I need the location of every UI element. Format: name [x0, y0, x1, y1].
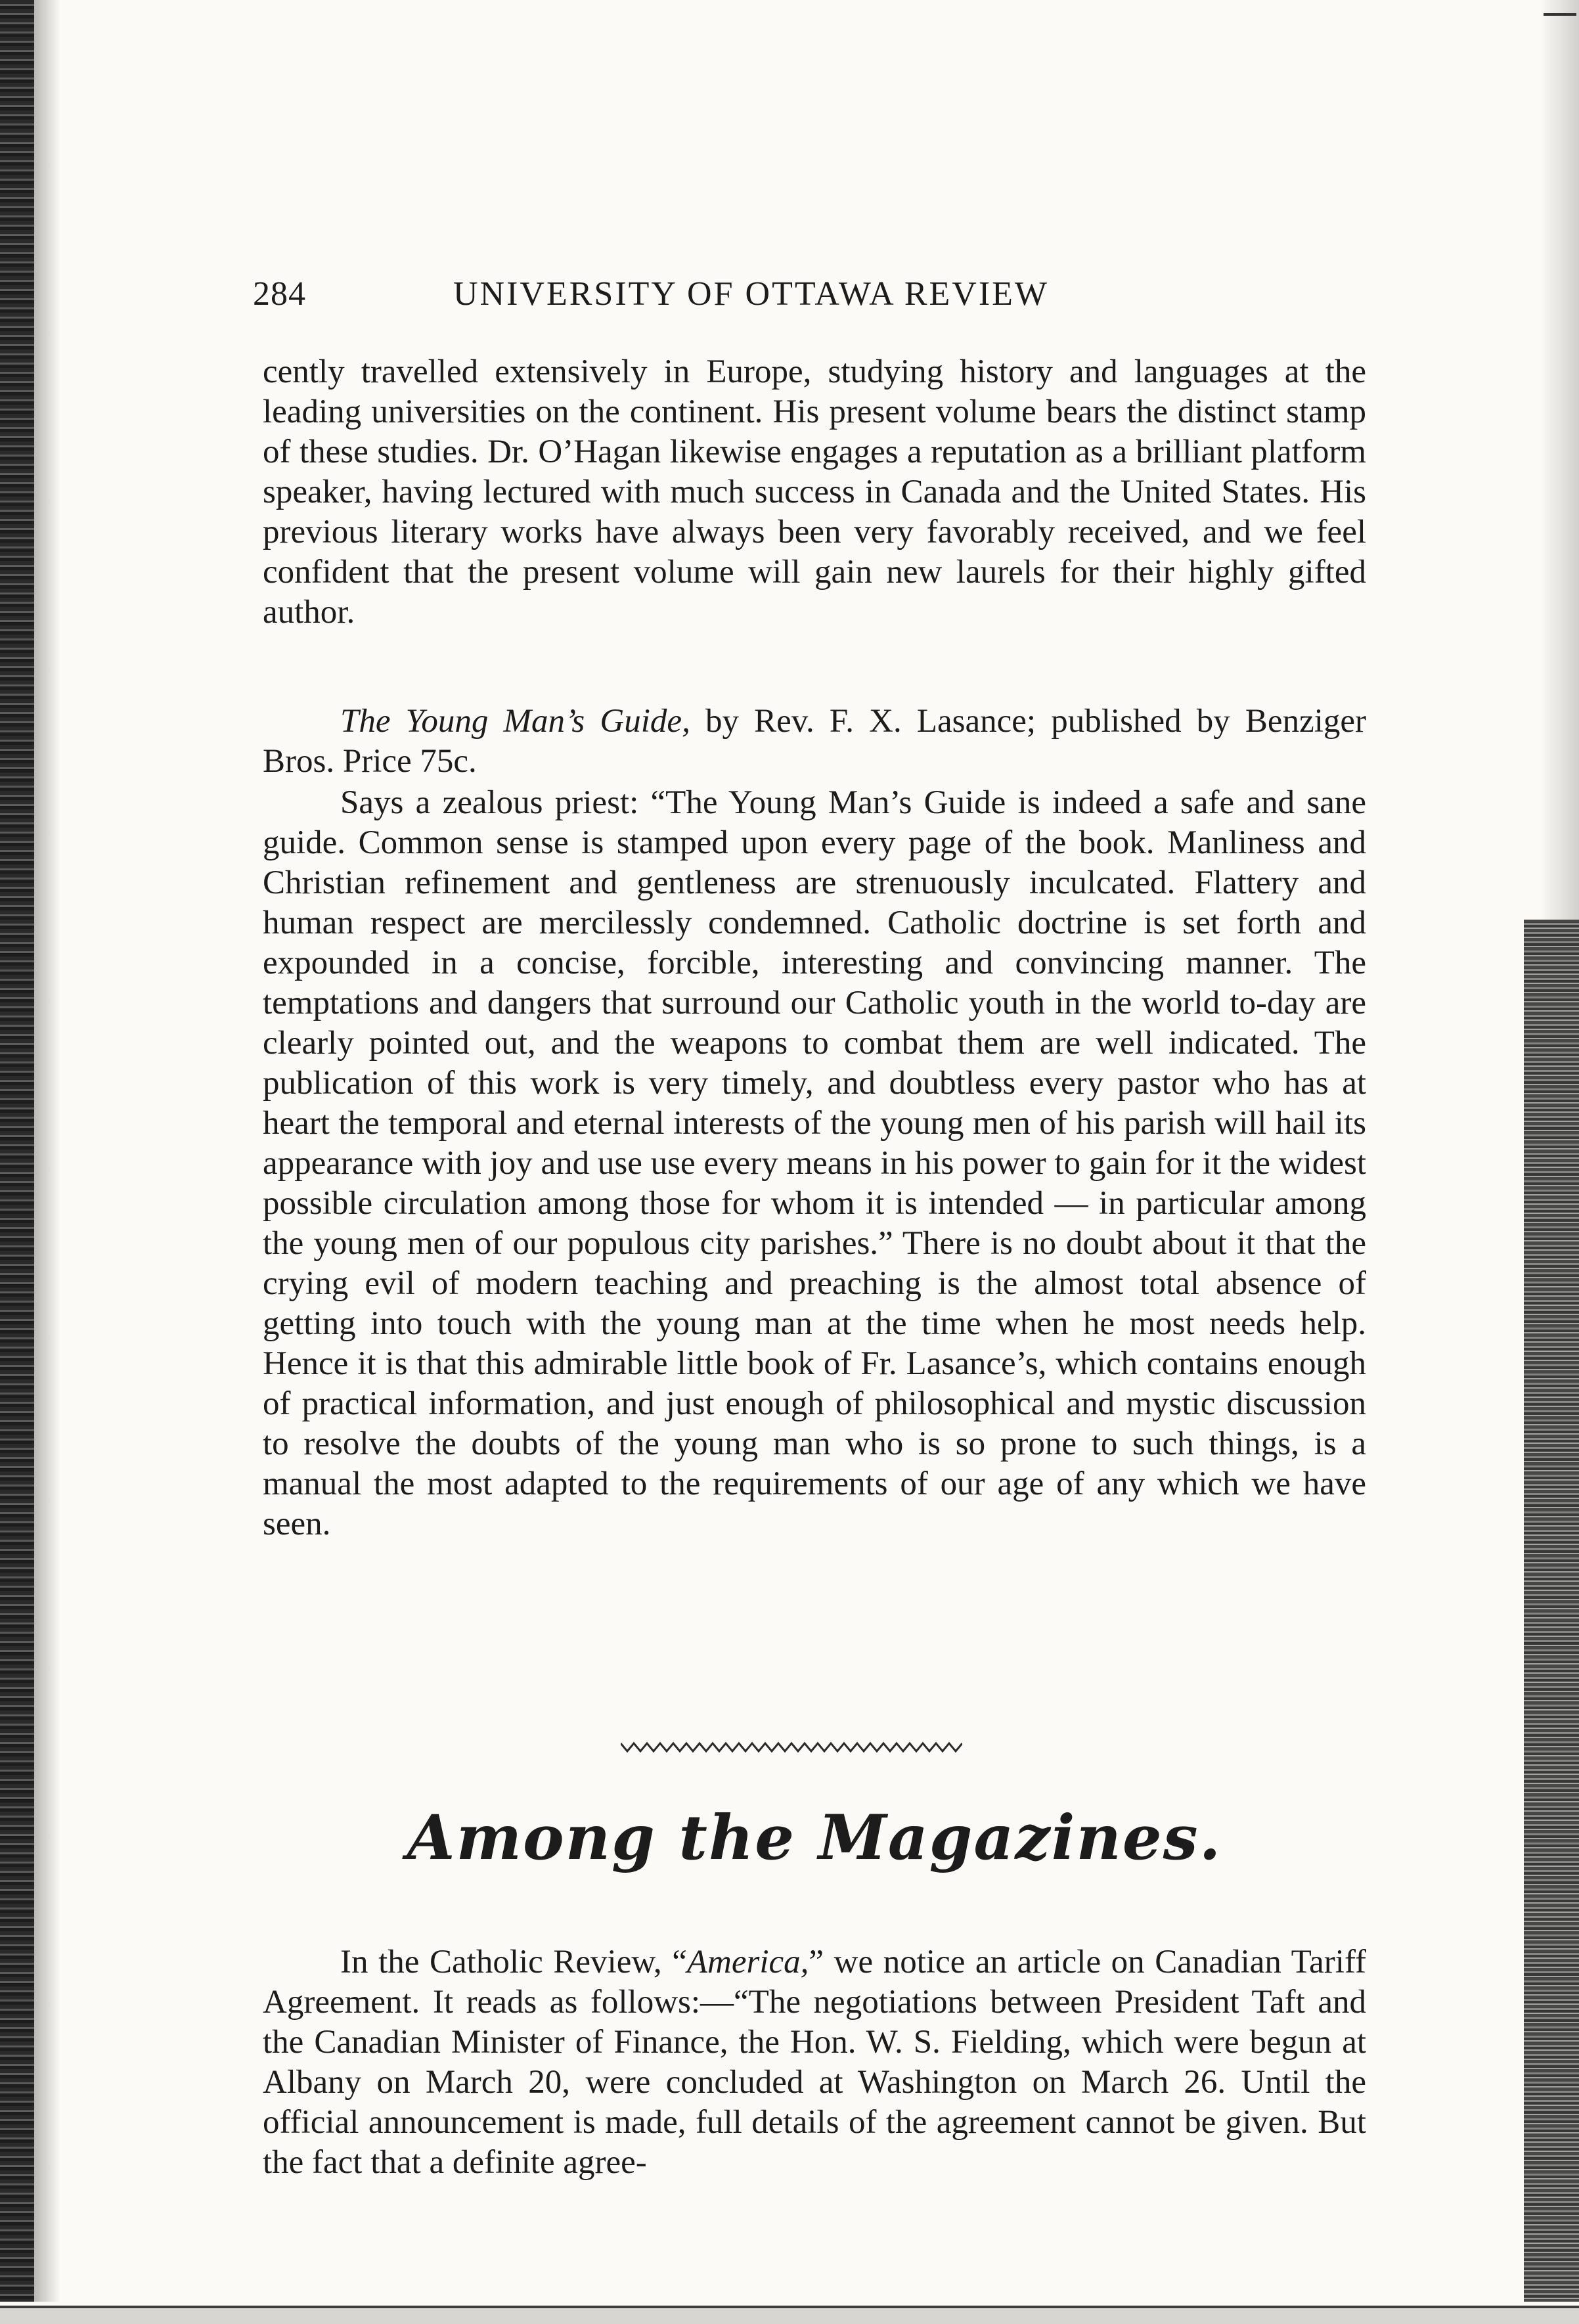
section-heading: Among the Magazines.: [407, 1802, 1222, 1874]
gutter-shadow: [34, 0, 60, 2324]
paragraph-continued: cently travelled extensively in Europe, studying history and languages at the leading universities on the continent. His present volume bears the distinct stamp of these studies. Dr. O’Hagan likewise engages a reputation as a brilliant platform speaker, having lectured with much success in Canada and the United States. His previous literary works have always been very favorably received, and we feel confident that the present volume will gain new laurels for their highly gifted author.: [263, 353, 1366, 631]
page-corner-mark: [1544, 13, 1576, 16]
wavy-divider-ornament: [621, 1739, 962, 1755]
page-edge-scan-artifact: [1524, 920, 1579, 2324]
running-head: UNIVERSITY OF OTTAWA REVIEW: [453, 275, 1049, 313]
book-publication-details: by Rev. F. X. Lasance; published by Benziger Bros. Price 75c.: [263, 703, 1366, 780]
magazine-title: America,: [686, 1944, 809, 1980]
magazine-review-paragraph: [263, 1942, 1366, 2183]
page-edge-shadow: [1540, 0, 1579, 920]
book-title: The Young Man’s Guide,: [340, 703, 690, 740]
book-notice: [263, 702, 1366, 782]
book-spine-shadow: [0, 0, 34, 2324]
page-header: [253, 275, 1369, 327]
book-review-paragraph: Says a zealous priest: “The Young Man’s Guide is indeed a safe and sane guide. Common sense is stamped upon every page of the book. Manliness and Christian refinement and gentleness are strenuously inculcated. Flattery and human respect are mercilessly condemned. Catholic doctrine is set forth and expounded in a concise, forcible, interesting and convincing manner. The temptations and dangers that surround our Catholic youth in the world to-day are clearly pointed out, and the weapons to combat them are well indicated. The publication of this work is very timely, and doubtless every pastor who has at heart the temporal and eternal interests of the young men of his parish will hail its appearance with joy and use use every means in his power to gain for it the widest possible circulation among those for whom it is intended — in particular among the young men of our populous city parishes.” There is no doubt about it that the crying evil of modern teaching and preaching is the almost total absence of getting into touch with the young man at the time when he most needs help. Hence it is that this admirable little book of Fr. Lasance’s, which contains enough of practical information, and just enough of philosophical and mystic discussion to resolve the doubts of the young man who is so prone to such things, is a manual the most adapted to the requirements of our age of any which we have seen.: [263, 784, 1366, 1542]
bottom-page-edge: [0, 2302, 1579, 2324]
magazine-text-body: ” we notice an article on Canadian Tariff Agreement. It reads as follows:—“The negotiations between President Taft and the Canadian Minister of Finance, the Hon. W. S. Fielding, which were begun at Albany on March 20, were concluded at Washington on March 26. Until the official announcement is made, full details of the agreement cannot be given. But the fact that a definite agree-: [263, 1944, 1366, 2181]
page-number: 284: [253, 275, 306, 313]
magazine-text-intro: In the Catholic Review, “: [340, 1944, 687, 1980]
